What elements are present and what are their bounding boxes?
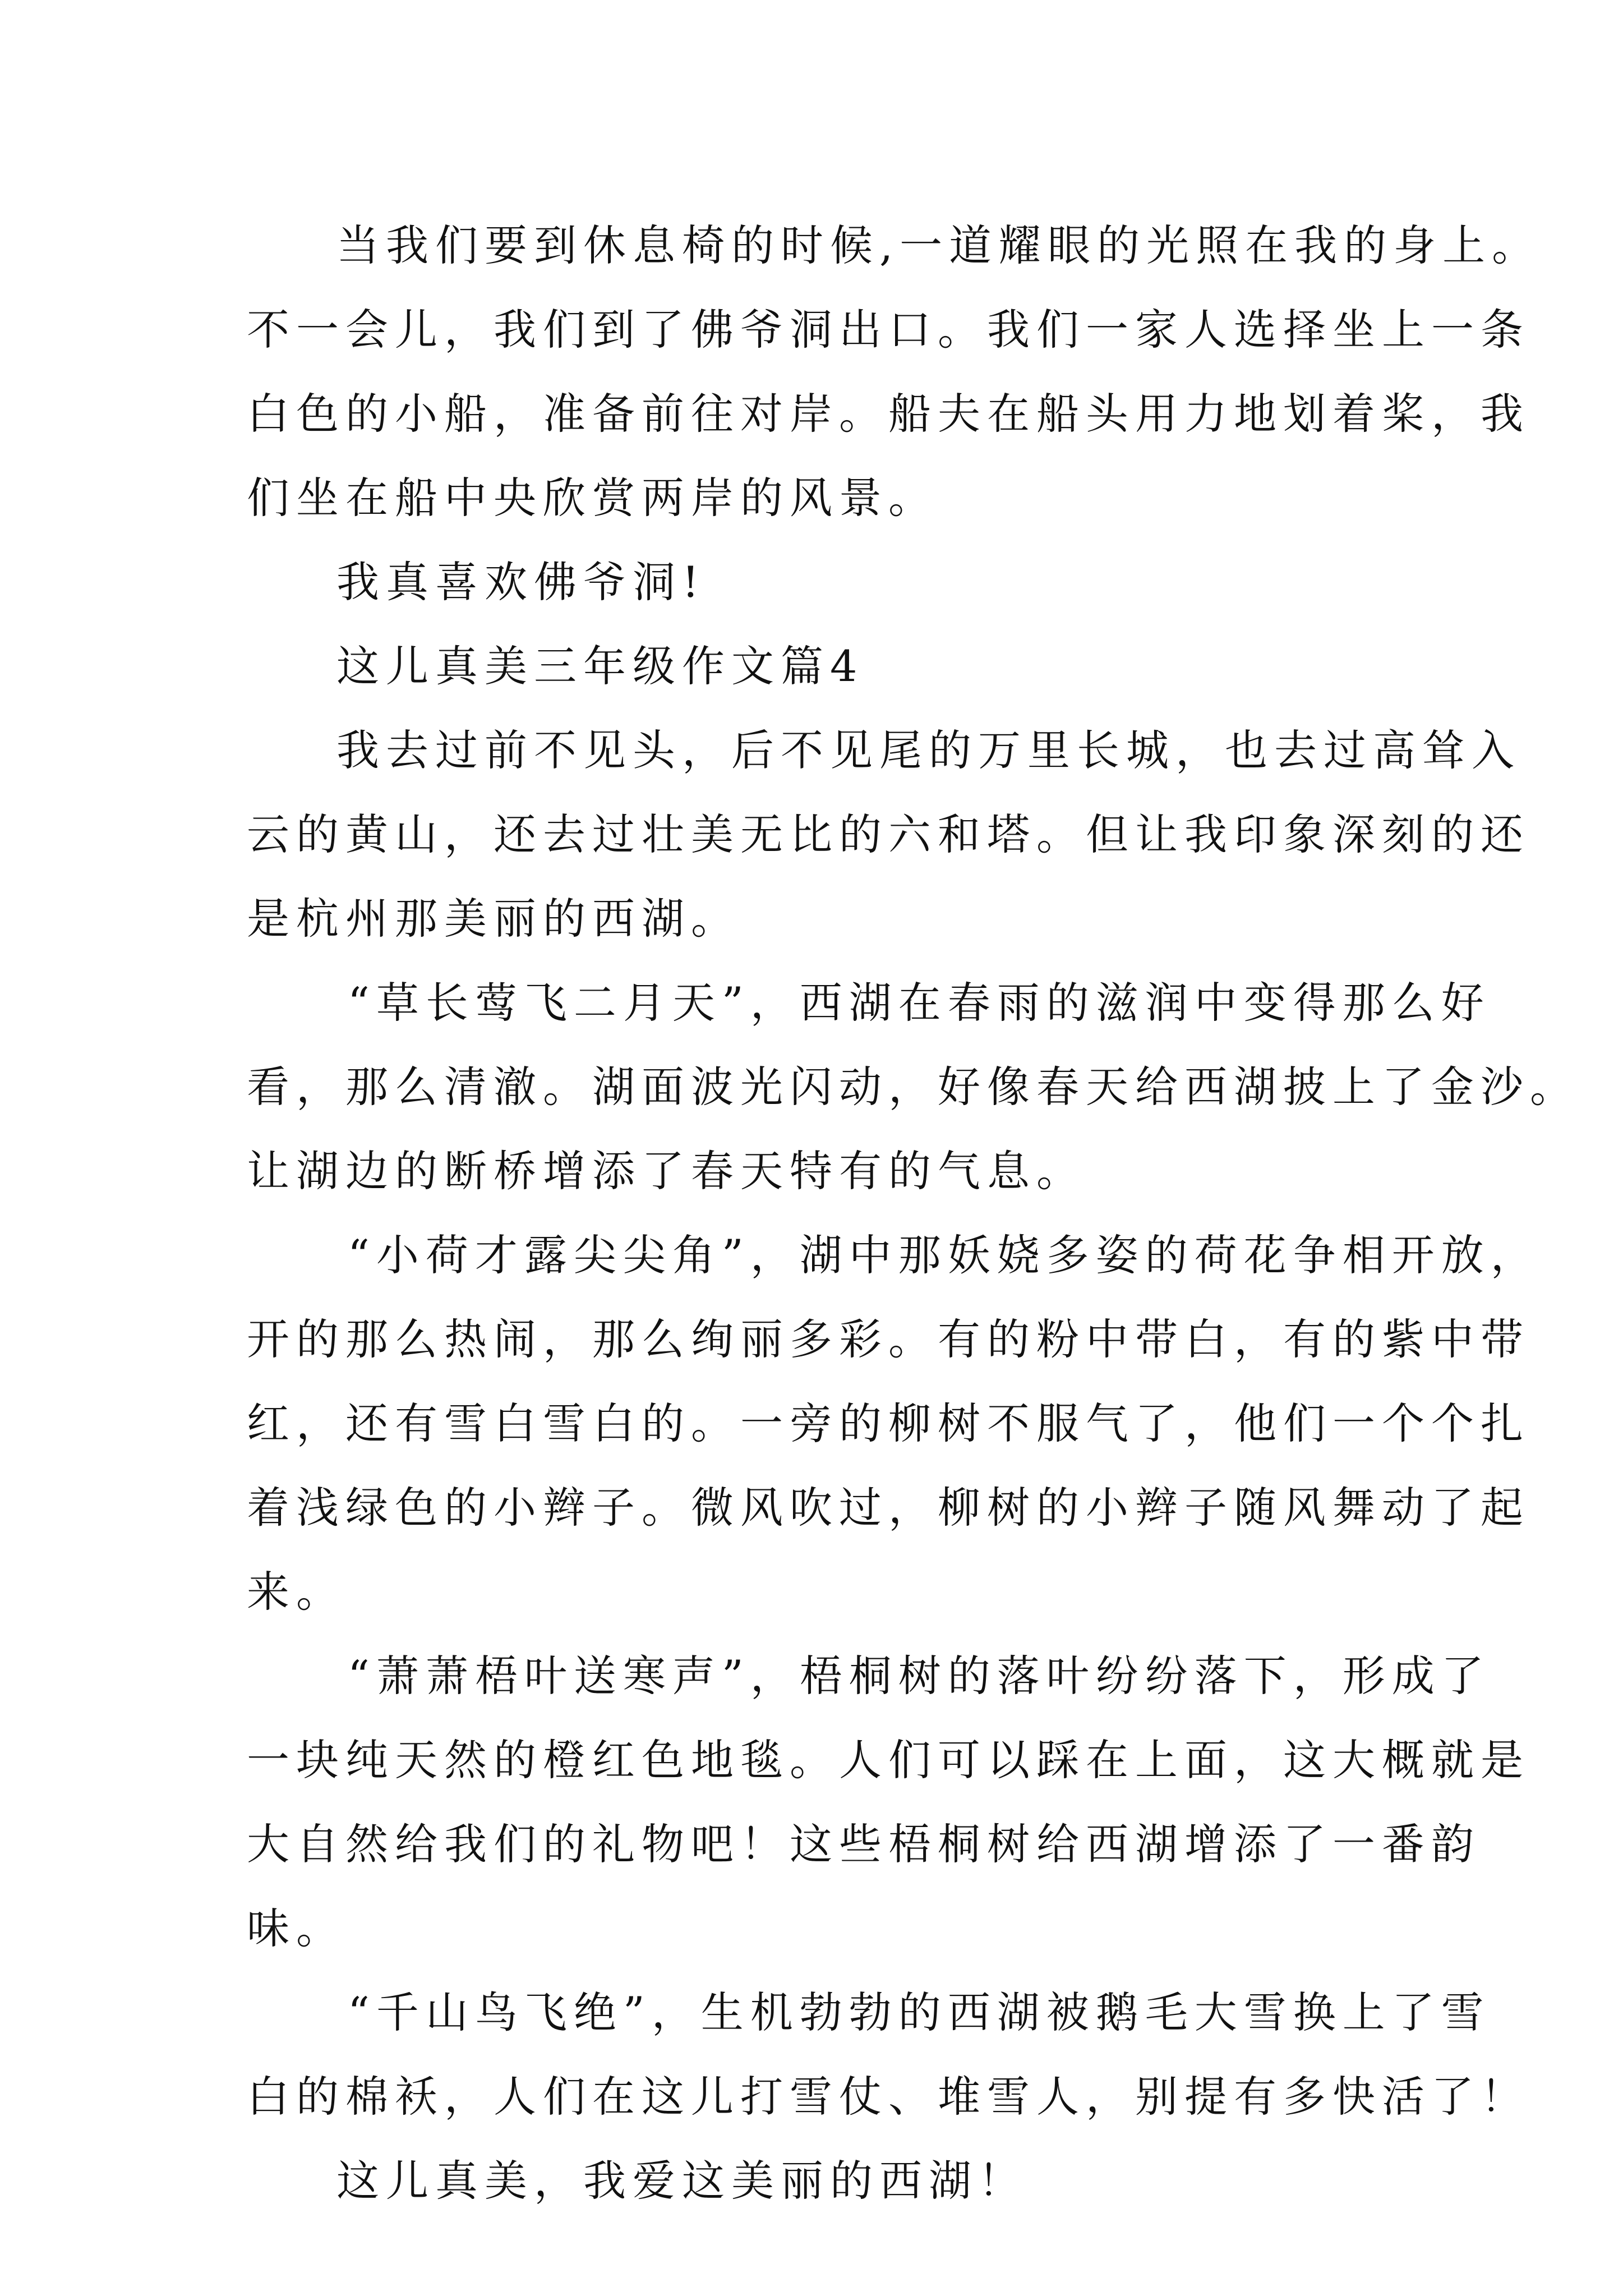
text-line: 云的黄山，还去过壮美无比的六和塔。但让我印象深刻的还 <box>247 809 1530 859</box>
text-line: “萧萧梧叶送寒声”，梧桐树的落叶纷纷落下，形成了 <box>348 1651 1491 1701</box>
text-line: 是杭州那美丽的西湖。 <box>247 894 740 944</box>
text-line: 着浅绿色的小辫子。微风吹过，柳树的小辫子随风舞动了起 <box>247 1483 1530 1533</box>
text-line: “小荷才露尖尖角”，湖中那妖娆多姿的荷花争相开放， <box>348 1230 1540 1280</box>
text-line: 们坐在船中央欣赏两岸的风景。 <box>247 473 938 523</box>
text-line: 我去过前不见头，后不见尾的万里长城，也去过高耸入 <box>336 725 1521 775</box>
text-line: 味。 <box>247 1903 345 1953</box>
text-line: 这儿真美，我爱这美丽的西湖！ <box>336 2156 1027 2206</box>
text-line: 来。 <box>247 1567 345 1617</box>
text-line: “千山鸟飞绝”，生机勃勃的西湖被鹅毛大雪换上了雪 <box>348 1987 1491 2037</box>
text-line: 一块纯天然的橙红色地毯。人们可以踩在上面，这大概就是 <box>247 1735 1530 1785</box>
text-line: 大自然给我们的礼物吧！这些梧桐树给西湖增添了一番韵 <box>247 1819 1481 1869</box>
text-line: 白的棉袄，人们在这儿打雪仗、堆雪人，别提有多快活了！ <box>247 2072 1530 2122</box>
text-line: 白色的小船，准备前往对岸。船夫在船头用力地划着桨，我 <box>247 389 1530 439</box>
text-line: 不一会儿，我们到了佛爷洞出口。我们一家人选择坐上一条 <box>247 305 1530 355</box>
text-line: 看，那么清澈。湖面波光闪动，好像春天给西湖披上了金沙。 <box>247 1062 1579 1112</box>
text-line: 我真喜欢佛爷洞! <box>336 557 706 607</box>
section-heading: 这儿真美三年级作文篇4 <box>336 641 864 691</box>
text-line: 让湖边的断桥增添了春天特有的气息。 <box>247 1146 1086 1196</box>
text-line: “草长莺飞二月天”，西湖在春雨的滋润中变得那么好 <box>348 978 1491 1028</box>
text-line: 红，还有雪白雪白的。一旁的柳树不服气了，他们一个个扎 <box>247 1398 1530 1448</box>
text-line: 开的那么热闹，那么绚丽多彩。有的粉中带白，有的紫中带 <box>247 1314 1530 1364</box>
text-line: 当我们要到休息椅的时候,一道耀眼的光照在我的身上。 <box>336 220 1542 270</box>
